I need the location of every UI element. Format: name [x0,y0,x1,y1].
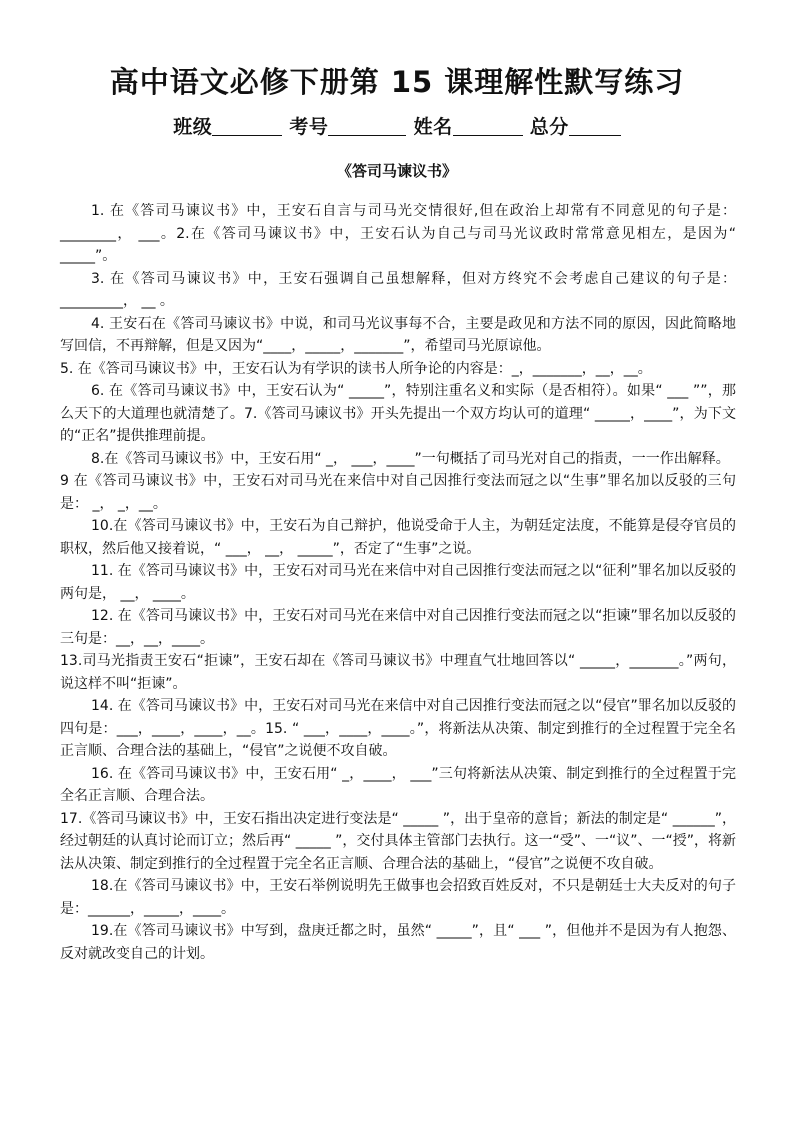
question-list [60,200,736,965]
question-12: 12. 在《答司马谏议书》中，王安石对司马光在来信中对自己因推行变法而冠之以“拒谏”罪名加以反驳的三句是：__，__，____。 [60,608,736,647]
question-10: 10.在《答司马谏议书》中，王安石为自己辩护，他说受命于人主，为朝廷定法度，不能算是侵夺官员的职权，然后他又接着说，“ ___， __， _____”，否定了“生事”之说。 [60,518,736,557]
exam-number-blank [328,117,406,136]
question-3: 3. 在《答司马谏议书》中，王安石强调自己虽想解释，但对方终究不会考虑自己建议的句子是：_________， __ 。 [60,270,736,309]
score-blank [569,117,621,136]
question-5: 5. 在《答司马谏议书》中，王安石认为有学识的读书人所争论的内容是：_，_______，__，__。 [60,360,652,377]
class-blank [212,117,282,136]
question-8: 8.在《答司马谏议书》中，王安石用“ _， ___，____”一句概括了司马光对自己的指责，一一作出解释。 [91,450,730,467]
exam-number-label: 考号 [289,116,329,138]
name-blank [453,117,523,136]
score-label: 总分 [529,116,569,138]
question-6-7: 6. 在《答司马谏议书》中，王安石认为“ _____”，特别注重名义和实际（是否相符）。如果“ ___ ””，那么天下的大道理也就清楚了。7.《答司马谏议书》开头先提出一个双方均认可的道理“ _____，____”，为下文的“正名”提供推理前提。 [60,383,736,444]
section-title: 《答司马谏议书》 [336,162,457,180]
question-1-2: 1. 在《答司马谏议书》中，王安石自言与司马光交情很好,但在政治上却常有不同意见的句子是：________， ___。2.在《答司马谏议书》中，王安石认为自己与司马光议政时常常意见相左，是因为“ _____”。 [60,203,736,264]
question-11: 11. 在《答司马谏议书》中，王安石对司马光在来信中对自己因推行变法而冠之以“征利”罪名加以反驳的两句是， __， ____。 [60,563,736,602]
name-label: 姓名 [413,116,453,138]
question-19: 19.在《答司马谏议书》中写到，盘庚迁都之时，虽然“ _____”，且“ ___ ”，但他并不是因为有人抱怨、反对就改变自己的计划。 [60,923,736,962]
question-17: 17.《答司马谏议书》中，王安石指出决定进行变法是“ _____ ”，出于皇帝的意旨；新法的制定是“ ______”，经过朝廷的认真讨论而订立；然后再“ _____ ”，交付具体主管部门去执行。这一“受”、一“议”、一“授”，将新法从决策、制定到推行的全过程置于完全名正言顺、合理合法的基础上，“侵官”之说便不攻自破。 [60,810,736,872]
question-18: 18.在《答司马谏议书》中，王安石举例说明先王做事也会招致百姓反对，不只是朝廷士大夫反对的句子是：______，_____，____。 [60,878,736,917]
question-4: 4. 王安石在《答司马谏议书》中说，和司马光议事每不合，主要是政见和方法不同的原因，因此简略地写回信，不再辩解，但是又因为“____，_____，_______”，希望司马光原谅他。 [60,315,736,354]
question-13: 13.司马光指责王安石“拒谏”，王安石却在《答司马谏议书》中理直气壮地回答以“ _____，_______。”两句，说这样不叫“拒谏”。 [60,653,736,692]
class-label: 班级 [173,116,213,138]
question-9: 9 在《答司马谏议书》中，王安石对司马光在来信中对自己因推行变法而冠之以“生事”罪名加以反驳的三句是： _， _，__。 [60,473,736,512]
question-16: 16. 在《答司马谏议书》中，王安石用“ _，____， ___”三句将新法从决策、制定到推行的全过程置于完全名正言顺、合理合法。 [60,765,736,804]
student-info-line [0,112,794,139]
page-title: 高中语文必修下册第 15 课理解性默写练习 [109,65,685,99]
question-14-15: 14. 在《答司马谏议书》中，王安石对司马光在来信中对自己因推行变法而冠之以“侵官”罪名加以反驳的四句是：___，____，____，__。15. “ ___，____，____。”，将新法从决策、制定到推行的全过程置于完全名正言顺、合理合法的基础上，“侵官”之说便不攻自破。 [60,698,736,759]
